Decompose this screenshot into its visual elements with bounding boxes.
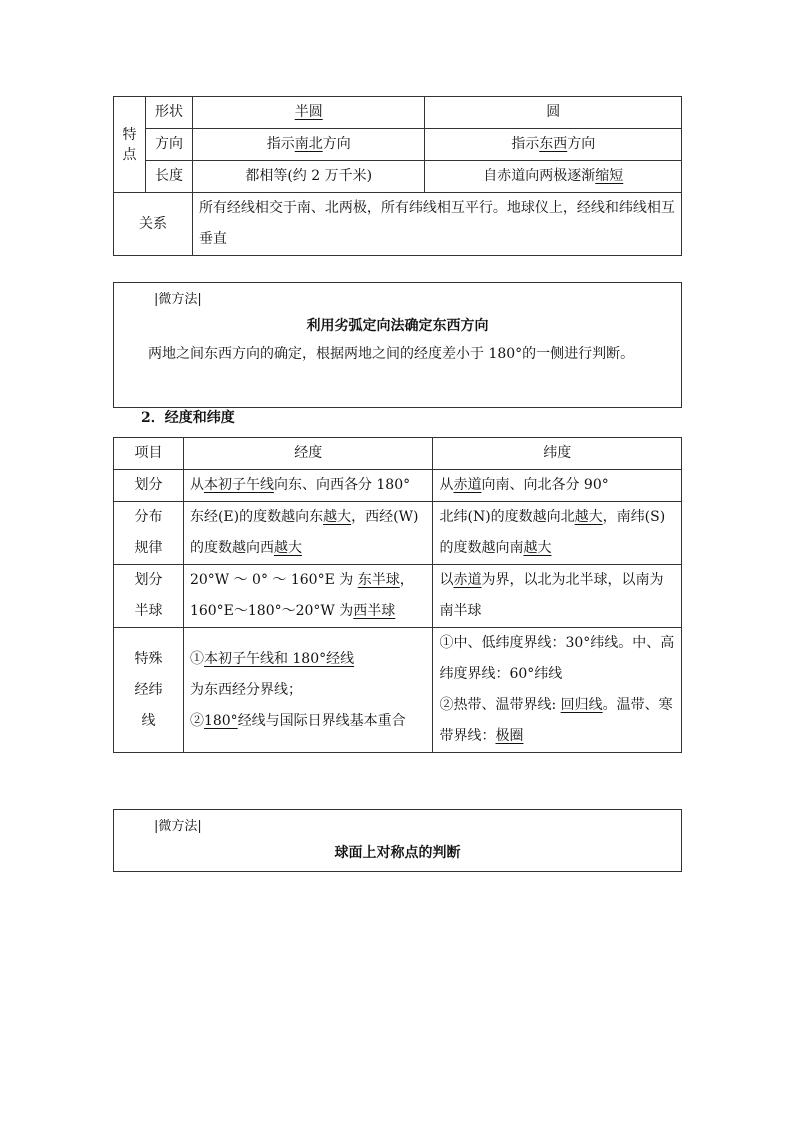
table-row <box>114 565 682 628</box>
section-heading: 2．经度和纬度 <box>141 410 235 426</box>
cell: ①本初子午线和 180°经线 为东西经分界线； ②180°经线与国际日界线基本重合 <box>183 628 433 753</box>
table-row <box>114 502 682 565</box>
cell: 指示东西方向 <box>425 129 682 161</box>
cell: 圆 <box>425 97 682 129</box>
table-row <box>114 193 682 256</box>
table-row <box>114 470 682 502</box>
relation-label: 关系 <box>114 193 193 256</box>
table-longitude-latitude-features <box>113 96 682 256</box>
cell: ①中、低纬度界线：30°纬线。中、高纬度界线：60°纬线 ②热带、温带界线: 回归线。温带、寒带界线：极圈 <box>433 628 682 753</box>
header-cell: 纬度 <box>433 438 682 470</box>
cell: 以赤道为界，以北为北半球，以南为南半球 <box>433 565 682 628</box>
row-label: 分布规律 <box>114 502 184 565</box>
relation-text: 所有经线相交于南、北两极，所有纬线相互平行。地球仪上，经线和纬线相互垂直 <box>192 193 681 256</box>
cell: 从赤道向南、向北各分 90° <box>433 470 682 502</box>
feature-label: 特点 <box>114 97 146 193</box>
method-title: 利用劣弧定向法确定东西方向 <box>306 318 489 334</box>
table-row <box>114 97 682 129</box>
cell: 自赤道向两极逐渐缩短 <box>425 161 682 193</box>
method-body: 两地之间东西方向的确定，根据两地之间的经度差小于 180°的一侧进行判断。 <box>148 346 635 362</box>
row-label: 划分 <box>114 470 184 502</box>
table-row <box>114 161 682 193</box>
cell: 都相等(约 2 万千米) <box>192 161 425 193</box>
table-row <box>114 129 682 161</box>
row-label: 特殊经纬线 <box>114 628 184 753</box>
row-label: 划分半球 <box>114 565 184 628</box>
table-longitude-latitude <box>113 437 682 753</box>
method-box-1 <box>113 282 682 408</box>
row-label: 长度 <box>145 161 192 193</box>
header-cell: 经度 <box>183 438 433 470</box>
cell: 北纬(N)的度数越向北越大，南纬(S)的度数越向南越大 <box>433 502 682 565</box>
cell: 东经(E)的度数越向东越大，西经(W)的度数越向西越大 <box>183 502 433 565</box>
method-title: 球面上对称点的判断 <box>334 845 461 861</box>
method-tag: |微方法| <box>154 292 202 307</box>
cell: 半圆 <box>192 97 425 129</box>
cell: 从本初子午线向东、向西各分 180° <box>183 470 433 502</box>
header-cell: 项目 <box>114 438 184 470</box>
row-label: 形状 <box>145 97 192 129</box>
row-label: 方向 <box>145 129 192 161</box>
table-header-row <box>114 438 682 470</box>
method-tag: |微方法| <box>154 819 202 834</box>
table-row <box>114 628 682 753</box>
cell: 指示南北方向 <box>192 129 425 161</box>
method-box-2 <box>113 809 682 872</box>
cell: 20°W ～ 0° ～ 160°E 为 东半球，160°E～180°～20°W 为西半球 <box>183 565 433 628</box>
